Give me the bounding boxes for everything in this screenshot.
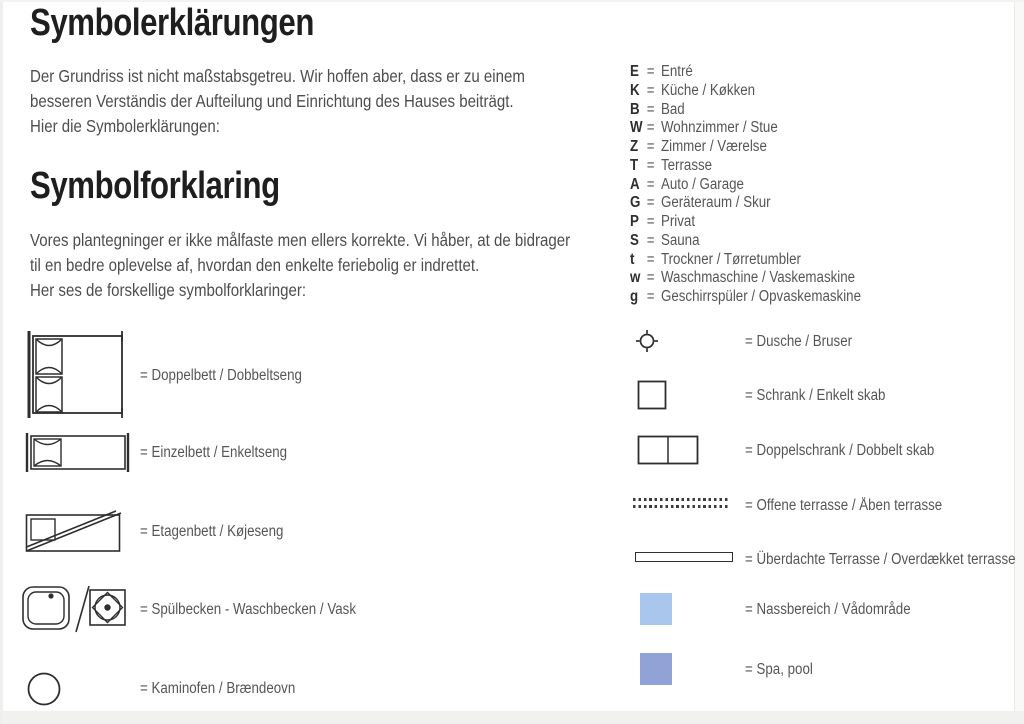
- wet-area-swatch: [640, 593, 672, 625]
- single-cabinet-icon: [637, 380, 667, 410]
- room-code-letter: B: [630, 100, 640, 118]
- title-german-text: Symbolerklärungen: [30, 2, 314, 44]
- room-code-row: [630, 157, 861, 176]
- room-code-row: [630, 213, 861, 232]
- room-code-row: [630, 101, 861, 120]
- single-bed-icon: [25, 433, 130, 472]
- room-code-letter: Z: [630, 138, 639, 155]
- room-code-letter: w: [630, 269, 641, 287]
- symbol-label: = Einzelbett / Enkeltseng: [140, 444, 288, 461]
- room-code-letter: K: [630, 81, 640, 99]
- symbol-label: = Kaminofen / Brændeovn: [140, 680, 296, 697]
- room-code-list: [630, 63, 899, 307]
- intro-danish-line: Her ses de forskellige symbolforklaringer:: [30, 280, 307, 300]
- equals-sign: =: [646, 100, 655, 118]
- room-code-row: [630, 119, 861, 138]
- room-code-letter: S: [630, 231, 639, 249]
- room-code-label: Entré: [660, 63, 693, 80]
- double-cabinet-icon: [637, 435, 699, 465]
- equals-sign: =: [646, 119, 655, 137]
- title-german: [30, 2, 376, 45]
- equals-sign: =: [646, 138, 655, 155]
- room-code-row: [630, 138, 861, 157]
- room-code-label: Privat: [660, 213, 696, 230]
- room-code-row: [630, 288, 861, 307]
- room-code-label: Geschirrspüler / Opvaskemaskine: [660, 288, 861, 305]
- room-code-row: [630, 63, 861, 82]
- room-code-row: [630, 194, 861, 213]
- symbol-label: = Doppelbett / Dobbeltseng: [140, 367, 302, 384]
- room-code-letter: P: [630, 213, 639, 230]
- equals-sign: =: [646, 175, 655, 193]
- symbol-label: = Doppelschrank / Dobbelt skab: [745, 442, 935, 459]
- room-code-letter: g: [630, 288, 639, 305]
- double-bed-icon: [25, 331, 125, 418]
- room-code-letter: G: [630, 194, 641, 212]
- room-code-label: Trockner / Tørretumbler: [660, 250, 801, 268]
- title-danish: [30, 165, 335, 208]
- symbol-label: = Etagenbett / Køjeseng: [140, 523, 284, 540]
- open-terrace-icon: [633, 498, 730, 508]
- equals-sign: =: [646, 156, 655, 174]
- intro-german: [30, 64, 605, 139]
- bunk-bed-icon: [25, 510, 122, 553]
- room-code-letter: T: [630, 156, 639, 174]
- page-edge-bottom: [0, 711, 1024, 724]
- page-edge-left: [0, 0, 3, 724]
- symbol-label: = Dusche / Bruser: [745, 333, 853, 350]
- room-code-row: [630, 176, 861, 195]
- equals-sign: =: [646, 213, 655, 230]
- room-code-label: Geräteraum / Skur: [660, 194, 771, 212]
- title-danish-text: Symbolforklaring: [30, 165, 280, 207]
- shower-icon: [635, 329, 659, 353]
- equals-sign: =: [646, 269, 655, 287]
- room-code-label: Waschmaschine / Vaskemaskine: [660, 269, 856, 287]
- covered-terrace-icon: [635, 552, 733, 562]
- equals-sign: =: [646, 81, 655, 99]
- spa-pool-swatch: [640, 653, 672, 685]
- room-code-label: Sauna: [660, 231, 700, 249]
- slash-separator: [76, 586, 89, 632]
- symbol-label: = Spülbecken - Waschbecken / Vask: [140, 601, 356, 618]
- room-code-label: Bad: [660, 100, 685, 118]
- room-code-label: Wohnzimmer / Stue: [660, 119, 778, 137]
- sink-basin-icons: [22, 585, 127, 633]
- room-code-letter: E: [630, 63, 639, 80]
- equals-sign: =: [646, 231, 655, 249]
- equals-sign: =: [646, 63, 655, 80]
- symbol-label: = Offene terrasse / Åben terrasse: [745, 497, 943, 514]
- intro-danish-line: Vores plantegninger er ikke målfaste men ellers korrekte. Vi håber, at de bidrager: [30, 230, 571, 250]
- symbol-label: = Spa, pool: [745, 661, 813, 678]
- room-code-label: Auto / Garage: [660, 175, 744, 193]
- equals-sign: =: [646, 250, 655, 268]
- intro-danish-line: til en bedre oplevelse af, hvordan den enkelte feriebolig er indrettet.: [30, 255, 480, 275]
- symbol-label: = Schrank / Enkelt skab: [745, 387, 886, 404]
- room-code-letter: A: [630, 175, 640, 193]
- symbol-label: = Nassbereich / Vådområde: [745, 601, 911, 618]
- room-code-row: [630, 269, 861, 288]
- symbol-label: = Überdachte Terrasse / Overdækket terrasse: [745, 551, 1016, 568]
- equals-sign: =: [646, 288, 655, 305]
- room-code-row: [630, 232, 861, 251]
- intro-german-line: Hier die Symbolerklärungen:: [30, 116, 220, 136]
- room-code-label: Zimmer / Værelse: [660, 138, 767, 155]
- room-code-row: [630, 82, 861, 101]
- equals-sign: =: [646, 194, 655, 212]
- room-code-label: Terrasse: [660, 156, 713, 174]
- page-edge-right: [1014, 0, 1024, 711]
- wood-stove-icon: [27, 672, 61, 706]
- kitchen-sink-icon: [23, 587, 69, 629]
- room-code-letter: t: [630, 250, 635, 268]
- intro-danish: [30, 228, 658, 303]
- room-code-row: [630, 251, 861, 270]
- room-code-letter: W: [630, 119, 643, 137]
- intro-german-line: besseren Verständis der Aufteilung und Einrichtung des Hauses beiträgt.: [30, 91, 514, 111]
- intro-german-line: Der Grundriss ist nicht maßstabsgetreu. Wir hoffen aber, dass er zu einem: [30, 66, 525, 86]
- room-code-label: Küche / Køkken: [660, 81, 756, 99]
